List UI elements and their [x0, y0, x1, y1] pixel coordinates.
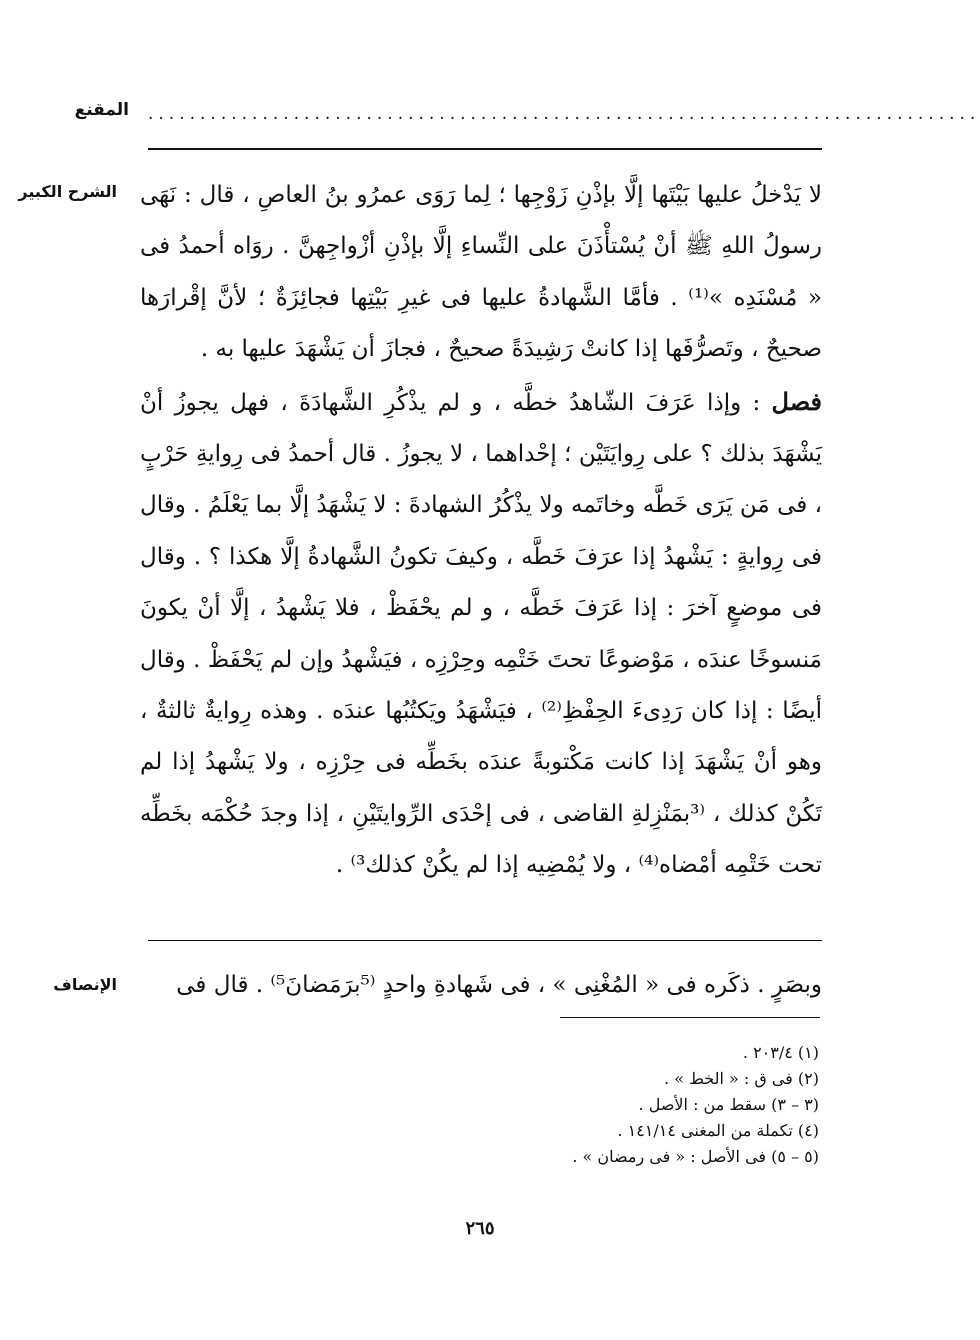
side-label-sharh: الشرح الكبير	[18, 182, 117, 201]
insaf-text: وبصَرٍ . ذكَره فى « المُغْنِى » ، فى شَهادةِ واحدٍ ⁽⁵برَمَضانَ⁵⁾ . قال فى	[176, 972, 822, 998]
footnotes	[319, 1040, 819, 1170]
footnote-2: (٢) فى ق : « الخط » .	[664, 1069, 819, 1088]
footnote-rule	[560, 1017, 820, 1018]
footnote-1: (١) ٢٠٣/٤ .	[742, 1043, 819, 1062]
footnote-3: (٣ – ٣) سقط من : الأصل .	[638, 1095, 819, 1114]
fasl-heading: فصل	[771, 386, 822, 416]
header-rule	[148, 148, 822, 150]
footnote-4: (٤) تكملة من المغنى ١٤١/١٤ .	[617, 1121, 819, 1140]
header-dot-leader: ................................................................................	[148, 104, 980, 124]
side-label-insaf: الإنصاف	[53, 975, 117, 994]
running-header-title: المقنع	[74, 100, 129, 120]
paragraph-2-text: : وإذا عَرَفَ الشّاهدُ خطَّه ، و لم يذْكُرِ الشَّهادَةَ ، فهل يجوزُ أنْ يَشْهَدَ بذلك ؟ على رِوايَتَيْن ؛ إحْداهما ، لا يجوزُ . قال أحمدُ فى رِوايةِ حَرْبٍ ، فى مَن يَرَى خَطَّه وخاتَمه ولا يذْكُرُ الشهادةَ : لا يَشْهَدُ إلَّا بما يَعْلَمُ . وقال فى رِوايةٍ : يَشْهدُ إذا عرَفَ خَطَّه ، وكيفَ تكونُ الشَّهادةُ إلَّا هكذا ؟ . وقال فى موضعٍ آخرَ : إذا عَرَفَ خَطَّه ، و لم يحْفَظْ ، فلا يَشْهدُ ، إلَّا أنْ يكونَ مَنسوخًا عندَه ، مَوْضوعًا تحتَ خَتْمِه وحِرْزِه ، فيَشْهدُ وإن لم يَحْفَظْ . وقال أيضًا : إذا كان رَدِىءَ الحِفْظِ⁽²⁾ ، فيَشْهَدُ ويَكتُبُها عندَه . وهذه رِوايةٌ ثالثةٌ ، وهو أنْ يَشْهَدَ إذا كانت مَكْتوبةً عندَه بخَطِّه فى حِرْزِه ، ولا يَشْهدُ إذا لم تَكُنْ كذلك ، ⁽³بمَنْزِلةِ القاضى ، فى إحْدَى الرِّوايتَيْنِ ، إذا وجدَ حُكْمَه بخَطِّه تحت خَتْمِه أمْضاه⁽⁴⁾ ، ولا يُمْضِيه إذا لم يكُنْ كذلك³⁾ .	[140, 389, 823, 879]
paragraph-2	[140, 376, 822, 892]
section-separator-rule	[148, 940, 822, 941]
page-number: ٢٦٥	[465, 1218, 495, 1239]
paragraph-1: لا يَدْخلُ عليها بَيْتَها إلَّا بإذْنِ زَوْجِها ؛ لِما رَوَى عمرُو بنُ العاصِ ، قال : نَهَى رسولُ اللهِ ﷺ أنْ يُسْتأْذَنَ على النِّساءِ إلَّا بإذْنِ أزْواجِهنَّ . روَاه أحمدُ فى « مُسْنَدِه »⁽¹⁾ . فأمَّا الشَّهادةُ عليها فى غيرِ بَيْتِها فجائِزَةٌ ؛ لأنَّ إقْرارَها صحيحٌ ، وتَصرُّفَها إذا كانتْ رَشِيدَةً صحيحٌ ، فجازَ أن يَشْهَدَ عليها به .	[140, 182, 822, 363]
main-text-block	[140, 170, 822, 892]
footnote-5: (٥ – ٥) فى الأصل : « فى رمضان » .	[572, 1147, 819, 1166]
